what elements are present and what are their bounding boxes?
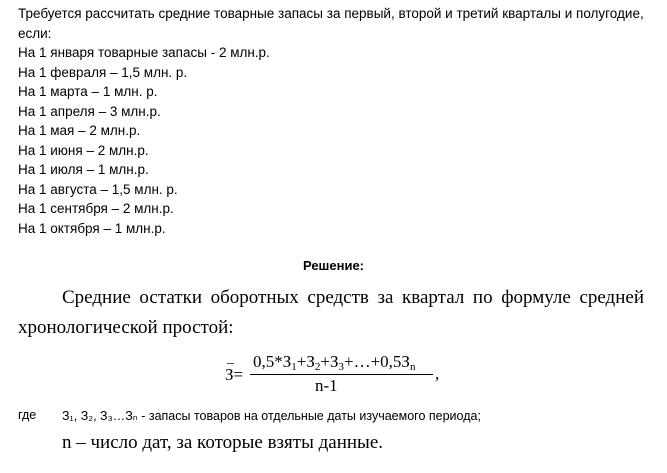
where-text: З₁, З₂, З₃…Зₙ - запасы товаров на отдельные даты изучаемого периода; [62,409,481,423]
problem-intro: Требуется рассчитать средние товарные запасы за первый, второй и третий кварталы и полугодие, если: [18,6,644,41]
fraction-line [250,374,433,375]
formula-lhs: З= [225,365,244,384]
formula-denominator: n-1 [315,376,338,395]
list-item: На 1 сентября – 2 млн.р. [18,201,174,216]
list-item: На 1 апреля – 3 млн.р. [18,103,161,119]
list-item: На 1 июня – 2 млн.р. [18,142,149,158]
paragraph-line-1: Средние остатки оборотных средств за квартал по формуле средней [62,287,644,308]
paragraph-line-2: хронологической простой: [18,317,234,338]
list-item: На 1 августа – 1,5 млн. р. [18,181,178,197]
n-definition: n – число дат, за которые взяты данные. [62,432,383,453]
problem-statement [18,4,658,238]
formula-comma: , [435,364,440,383]
list-item: На 1 июля – 1 млн.р. [18,162,149,177]
list-item: На 1 октября – 1 млн.р. [18,220,166,236]
solution-heading: Решение: [302,258,365,273]
list-item: На 1 марта – 1 млн. р. [18,84,158,99]
list-item: На 1 февраля – 1,5 млн. р. [18,64,188,80]
list-item: На 1 января товарные запасы - 2 млн.р. [18,45,270,60]
solution-paragraph [18,283,644,343]
formula [225,352,465,402]
formula-numerator: $0,5*З_1+З_2+З_3+\dots+0,5З_n$ [253,352,416,373]
list-item: На 1 мая – 2 млн.р. [18,123,141,138]
formula-mean-bar: _ [227,351,234,366]
where-label: где [18,408,37,422]
